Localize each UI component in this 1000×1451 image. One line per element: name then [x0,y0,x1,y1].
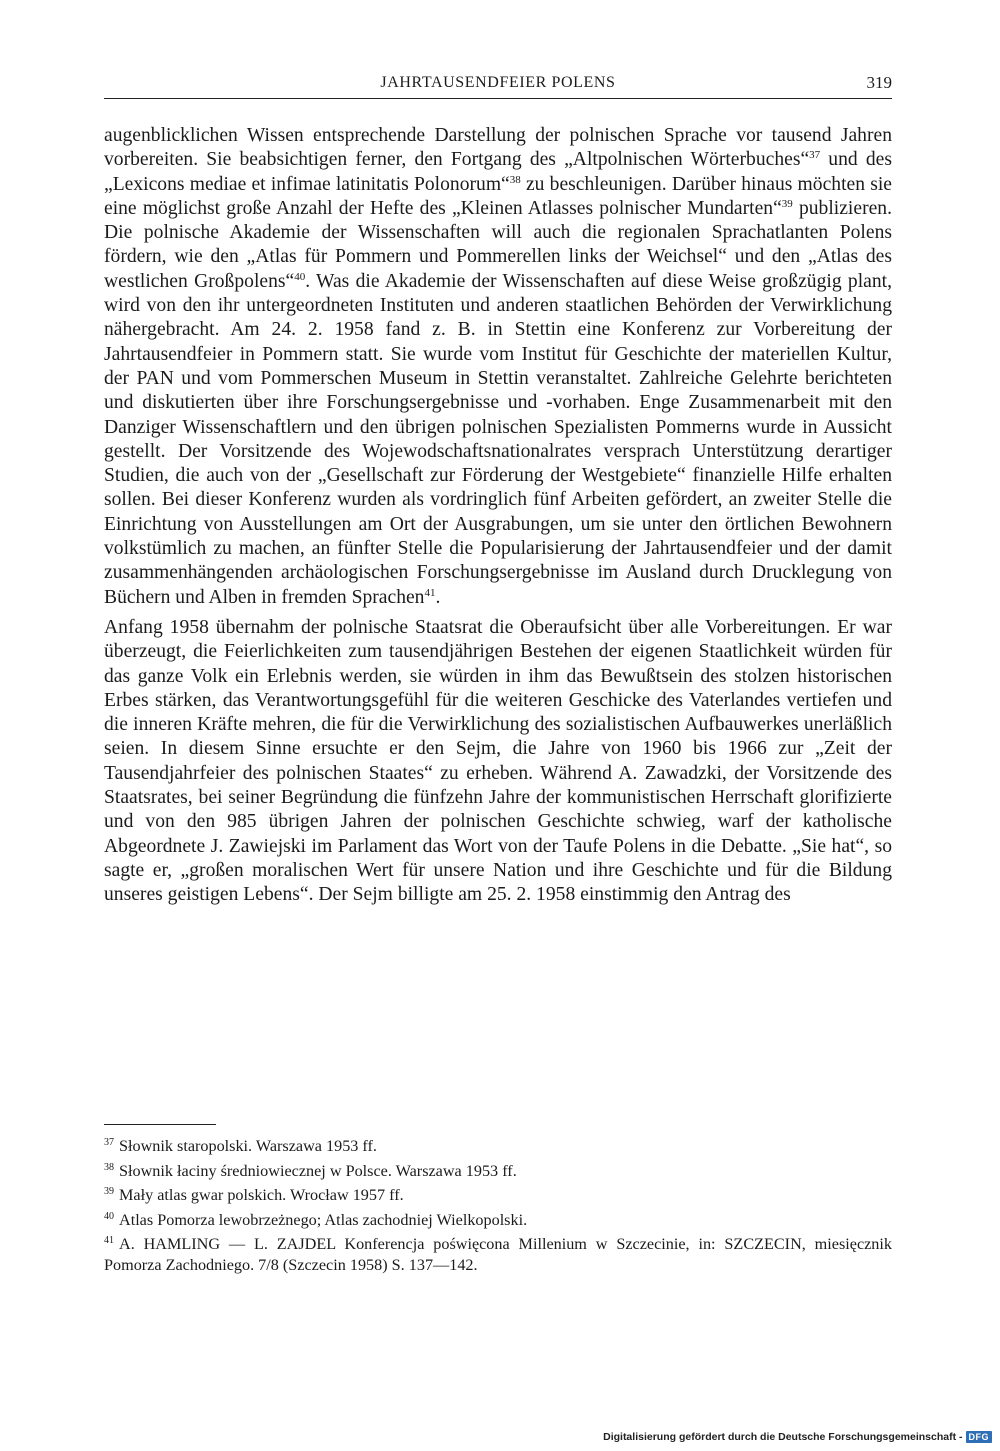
paragraph-text: . Was die Akademie der Wissenschaften auf diese Weise großzügig plant, wird von den ihr untergeordneten Instituten und anderen staatlichen Behörden der Verwirklichung nähergebracht. Am 24. 2. 1958 fand z. B. in Stettin eine Konferenz zur Vorbereitung der Jahrtausendfeier in Pommern statt. Sie wurde vom Institut für Geschichte der materiellen Kultur, der PAN und vom Pommerschen Museum in Stettin veranstaltet. Zahlreiche Gelehrte berichteten und diskutierten über ihre Forschungsergebnisse und -vorhaben. Enge Zusammenarbeit mit den Danziger Wissenschaftlern und den übrigen polnischen Spezialisten Pommerns wurde in Aussicht gestellt. Der Vorsitzende des Wojewodschaftsnationalrates versprach Unterstützung derartiger Studien, die auch von der „Gesellschaft zur Förderung der Westgebiete“ finanzielle Hilfe erhalten sollen. Bei dieser Konferenz wurden als vordringlich fünf Arbeiten gefördert, an zweiter Stelle die Einrichtung von Ausstellungen am Ort der Ausgrabungen, um sie unter den örtlichen Bewohnern volkstümlich zu machen, an fünfter Stelle die Popularisierung der Jahrtausendfeier und der damit zusammenhängenden archäologischen Forschungsergebnisse im Ausland durch Drucklegung von Büchern und Alben in fremden Sprachen [104,270,893,608]
footnote-text: Atlas Pomorza lewobrzeżnego; Atlas zachodniej Wielkopolski. [119,1210,528,1229]
footnote [104,1161,892,1182]
paragraph-text: augenblicklichen Wissen entsprechende Darstellung der polnischen Sprache vor tausend Jahren vorbereiten. Sie beabsichtigen ferner, den Fortgang des „Altpolnischen Wörterbuches“ [104,125,892,171]
paragraph [104,124,892,610]
footnote-number: 38 [104,1161,114,1173]
footnote [104,1185,892,1206]
paragraph-text: Anfang 1958 übernahm der polnische Staatsrat die Oberaufsicht über alle Vorbereitungen. Er war überzeugt, die Feierlichkeiten zum tausendjährigen Bestehen der eigenen Staatlichkeit würden für das ganze Volk ein Erlebnis werden, sie würden in ihm das Bewußtsein des stolzen historischen Erbes stärken, das Verantwortungsgefühl für die weiteren Geschicke des Vaterlandes vertiefen und die inneren Kräfte mehren, die für die Verwirklichung des sozialistischen Aufbauwerkes unerläßlich seien. In diesem Sinne ersuchte er den Sejm, die Jahre von 1960 bis 1966 zur „Zeit der Tausendjahrfeier des polnischen Staates“ zu erheben. Während A. Zawadzki, der Vorsitzende des Staatsrates, bei seiner Begründung die fünfzehn Jahre der kommunistischen Herrschaft glorifizierte und von den 985 übrigen Jahren der polnischen Geschichte schwieg, warf der katholische Abgeordnete J. Zawiejski im Parlament das Wort von der Taufe Polens in die Debatte. „Sie hat“, so sagte er, „großen moralischen Wert für unsere Nation und ihre Geschichte und für die Bildung unseres geistigen Lebens“. Der Sejm billigte am 25. 2. 1958 einstimmig den Antrag des [104,616,892,906]
paragraph [104,616,892,908]
dfg-logo: DFG [966,1431,993,1443]
running-title: JAHRTAUSENDFEIER POLENS [380,74,616,91]
paragraph-text: . [435,586,441,608]
footnote [104,1234,892,1275]
running-header [104,72,892,99]
credit-text: Digitalisierung gefördert durch die Deutsche Forschungsgemeinschaft - [603,1431,963,1443]
footnote-text: Słownik staropolski. Warszawa 1953 ff. [119,1137,377,1155]
paragraph-text: und des „Lexicons mediae et infimae latinitatis Polonorum“ [104,149,892,195]
footnote-ref[interactable]: 40 [294,270,306,283]
footnote-ref[interactable]: 37 [809,149,821,162]
paragraph-text: publizieren. Die polnische Akademie der Wissenschaften will auch die regionalen Sprachatlanten Polens fördern, wie den „Atlas für Pommern und Pommerellen links der Weichsel“ und den „Atlas des westlichen Großpolens“ [104,197,892,292]
footnote-separator [104,1124,216,1125]
page-number: 319 [866,73,892,92]
digitization-credit [603,1431,992,1443]
paragraph-text: zu beschleunigen. Darüber hinaus möchten sie eine möglichst große Anzahl der Hefte des „Kleinen Atlasses polnischer Mundarten“ [104,173,892,219]
footnote-number: 39 [104,1186,114,1197]
footnote [104,1136,892,1157]
footnote-number: 37 [104,1137,114,1148]
footnote-text: Mały atlas gwar polskich. Wrocław 1957 ff. [119,1186,404,1204]
footnote-ref[interactable]: 39 [781,197,793,210]
body-text [104,124,892,908]
footnote-number: 41 [104,1235,114,1246]
footnote-text: Słownik łaciny średniowiecznej w Polsce. Warszawa 1953 ff. [119,1161,517,1180]
footnote-number: 40 [104,1210,114,1222]
footnote-ref[interactable]: 41 [424,586,436,599]
footnote [104,1210,892,1231]
footnote-text: A. HAMLING — L. ZAJDEL Konferencja poświęcona Millenium w Szczecinie, in: SZCZECIN, miesięcznik Pomorza Zachodniego. 7/8 (Szczecin 1958) S. 137—142. [104,1235,892,1274]
footnotes [104,1136,892,1279]
footnote-ref[interactable]: 38 [509,173,521,186]
